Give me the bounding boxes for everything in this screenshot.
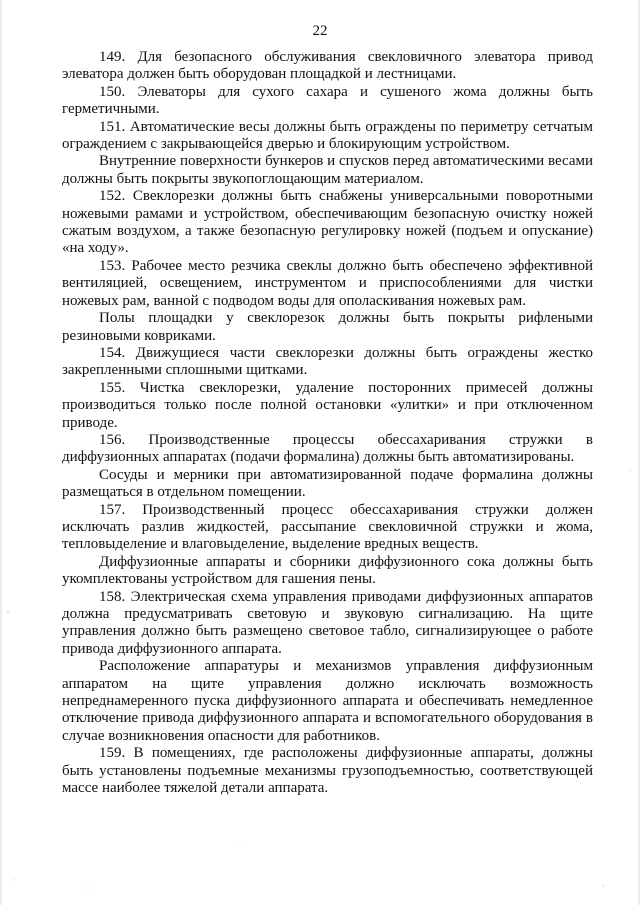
paragraph-158: 158. Электрическая схема управления приводами диффузионных аппаратов должна предусматривать световую и звуковую сигнализацию. На щите управления должно быть размещено световое табло, сигнализирующее о работе привода диффузионного аппарата.: [62, 588, 593, 657]
paragraph-158-continued: Расположение аппаратуры и механизмов управления диффузионным аппаратом на щите управления должно исключать возможность непреднамеренного пуска диффузионного аппарата и обеспечивать немедленное отключение привода диффузионного аппарата и вспомогательного оборудования в случае возникновения опасности для работников.: [62, 658, 593, 744]
paragraph-153-continued: Полы площадки у свеклорезок должны быть покрыты рифлеными резиновыми ковриками.: [62, 310, 593, 344]
paragraph-157: 157. Производственный процесс обессахаривания стружки должен исключать разлив жидкостей, рассыпание свекловичной стружки и жома, тепловыделение и влаговыделение, выделение вредных веществ.: [62, 501, 593, 553]
paragraph-149: 149. Для безопасного обслуживания свекловичного элеватора привод элеватора должен быть оборудован площадкой и лестницами.: [62, 49, 593, 83]
paragraph-154: 154. Движущиеся части свеклорезки должны быть ограждены жестко закрепленными сплошными щитками.: [62, 344, 593, 379]
paragraph-155: 155. Чистка свеклорезки, удаление посторонних примесей должны производиться только после полной остановки «улитки» и при отключенном приводе.: [62, 379, 593, 431]
paragraph-150: 150. Элеваторы для сухого сахара и сушеного жома должны быть герметичными.: [62, 83, 593, 118]
document-body: [62, 49, 593, 797]
scan-edge-left: [0, 0, 3, 905]
page-number: 22: [312, 23, 328, 39]
paragraph-153: 153. Рабочее место резчика свеклы должно быть обеспечено эффективной вентиляцией, освещением, инструментом и приспособлениями для чистки ножевых рам, ванной с подводом воды для ополаскивания ножевых рам.: [62, 257, 593, 309]
paragraph-151: 151. Автоматические весы должны быть ограждены по периметру сетчатым ограждением с закрывающейся дверью и блокирующим устройством.: [62, 118, 593, 153]
paragraph-157-continued: Диффузионные аппараты и сборники диффузионного сока должны быть укомплектованы устройством для гашения пены.: [62, 553, 593, 588]
paragraph-156-continued: Сосуды и мерники при автоматизированной подаче формалина должны размещаться в отдельном помещении.: [62, 466, 593, 501]
paragraph-151-continued: Внутренние поверхности бункеров и спусков перед автоматическими весами должны быть покрыты звукопоглощающим материалом.: [62, 153, 593, 187]
paragraph-159: 159. В помещениях, где расположены диффузионные аппараты, должны быть установлены подъемные механизмы грузоподъемностью, соответствующей массе наиболее тяжелой детали аппарата.: [62, 745, 593, 797]
paragraph-156: 156. Производственные процессы обессахаривания стружки в диффузионных аппаратах (подачи формалина) должны быть автоматизированы.: [62, 431, 593, 466]
paragraph-152: 152. Свеклорезки должны быть снабжены универсальными поворотными ножевыми рамами и устройством, обеспечивающим безопасную очистку ножей сжатым воздухом, а также безопасную регулировку ножей (подъем и опускание) «на ходу».: [62, 188, 593, 257]
